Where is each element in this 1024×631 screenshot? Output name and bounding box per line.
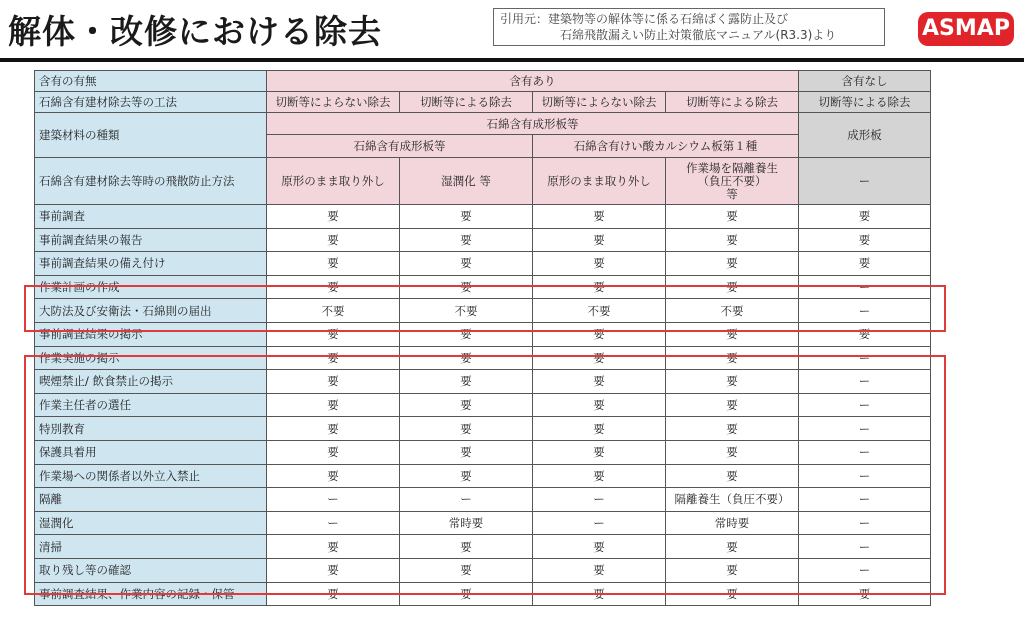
requirement-cell: ー (799, 488, 931, 512)
highlight-box-plan-notification (24, 285, 946, 332)
row-label: 取り残し等の確認 (35, 558, 267, 582)
row-label: 大防法及び安衛法・石綿則の届出 (35, 299, 267, 323)
material-b: 石綿含有けい酸カルシウム板第１種 (533, 135, 799, 158)
page-title: 解体・改修における除去 (8, 12, 382, 51)
dispersion-2: 湿潤化 等 (400, 158, 533, 205)
dispersion-1: 原形のまま取り外し (267, 158, 400, 205)
requirement-cell: 不要 (666, 299, 799, 323)
highlight-box-site-measures (24, 355, 946, 595)
requirement-cell: 要 (666, 582, 799, 606)
requirement-cell: 要 (400, 370, 533, 394)
requirement-cell: 要 (666, 322, 799, 346)
row-label: 隔離 (35, 488, 267, 512)
requirement-cell: 要 (666, 558, 799, 582)
requirement-cell: ー (799, 393, 931, 417)
dispersion-4: 作業場を隔離養生 （負圧不要） 等 (666, 158, 799, 205)
requirement-cell: 不要 (267, 299, 400, 323)
requirement-cell: 要 (400, 275, 533, 299)
method-2: 切断等による除去 (400, 92, 533, 113)
material-group: 石綿含有成形板等 (267, 113, 799, 135)
requirement-cell: ー (799, 275, 931, 299)
requirement-cell: 要 (799, 322, 931, 346)
row-label: 保護具着用 (35, 440, 267, 464)
method-5: 切断等による除去 (799, 92, 931, 113)
requirement-cell: 要 (666, 228, 799, 252)
table-row (35, 205, 931, 229)
presence-present: 含有あり (267, 71, 799, 92)
requirement-cell: 要 (533, 370, 666, 394)
requirement-cell: 要 (267, 440, 400, 464)
requirement-cell: 不要 (400, 299, 533, 323)
requirement-cell: ー (400, 488, 533, 512)
table-row (35, 228, 931, 252)
requirement-cell: 要 (666, 393, 799, 417)
requirement-cell: 要 (267, 393, 400, 417)
header-row-dispersion (35, 158, 931, 205)
requirement-cell: ー (799, 558, 931, 582)
requirement-cell: 要 (267, 322, 400, 346)
row-label: 特別教育 (35, 417, 267, 441)
requirement-cell: 要 (267, 252, 400, 276)
requirement-cell: ー (799, 299, 931, 323)
citation-box (493, 8, 885, 46)
requirement-cell: 要 (799, 252, 931, 276)
dispersion-3: 原形のまま取り外し (533, 158, 666, 205)
requirement-cell: ー (799, 346, 931, 370)
requirement-cell: ー (799, 370, 931, 394)
requirement-cell: 要 (666, 346, 799, 370)
requirement-cell: 要 (533, 535, 666, 559)
requirement-cell: 要 (533, 346, 666, 370)
requirement-cell: 要 (533, 228, 666, 252)
row-label: 事前調査結果、作業内容の記録・保管 (35, 582, 267, 606)
requirement-cell: 要 (267, 275, 400, 299)
requirement-cell: 要 (400, 205, 533, 229)
requirement-cell: ー (533, 511, 666, 535)
header-row-presence (35, 71, 931, 92)
table-row (35, 252, 931, 276)
requirement-cell: 要 (666, 252, 799, 276)
row-label: 清掃 (35, 535, 267, 559)
material-a: 石綿含有成形板等 (267, 135, 533, 158)
material-c: 成形板 (799, 113, 931, 158)
requirement-cell: 要 (400, 346, 533, 370)
row-label: 湿潤化 (35, 511, 267, 535)
requirement-cell: 要 (267, 535, 400, 559)
header-row-material-group (35, 113, 931, 135)
requirement-cell: 要 (267, 582, 400, 606)
requirement-cell: 要 (666, 464, 799, 488)
requirement-cell: 要 (400, 393, 533, 417)
row-label: 事前調査結果の備え付け (35, 252, 267, 276)
requirement-cell: 要 (400, 440, 533, 464)
citation-line-2: 石綿飛散漏えい防止対策徹底マニュアル(R3.3)より (560, 28, 837, 42)
header-divider (0, 58, 1024, 62)
requirement-cell: 要 (666, 370, 799, 394)
presence-label: 含有の有無 (35, 71, 267, 92)
requirement-cell: 要 (666, 535, 799, 559)
requirement-cell: 要 (533, 205, 666, 229)
requirement-cell: 要 (533, 582, 666, 606)
requirement-cell: 要 (267, 370, 400, 394)
requirement-cell: 要 (267, 417, 400, 441)
header-row-method (35, 92, 931, 113)
row-label: 作業主任者の選任 (35, 393, 267, 417)
row-label: 喫煙禁止/ 飲食禁止の掲示 (35, 370, 267, 394)
requirement-cell: 要 (799, 228, 931, 252)
requirement-cell: 要 (400, 535, 533, 559)
requirement-cell: 要 (267, 558, 400, 582)
requirement-cell: 要 (533, 393, 666, 417)
requirement-cell: 要 (799, 205, 931, 229)
requirement-cell: ー (799, 464, 931, 488)
requirement-cell: ー (799, 535, 931, 559)
requirement-cell: 要 (533, 275, 666, 299)
requirement-cell: 要 (666, 417, 799, 441)
requirement-cell: 隔離養生（負圧不要） (666, 488, 799, 512)
requirement-cell: 要 (400, 322, 533, 346)
row-label: 事前調査結果の報告 (35, 228, 267, 252)
method-label: 石綿含有建材除去等の工法 (35, 92, 267, 113)
requirement-cell: ー (799, 440, 931, 464)
material-type-label: 建築材料の種類 (35, 113, 267, 158)
requirement-cell: 要 (400, 464, 533, 488)
requirement-cell: 要 (400, 417, 533, 441)
requirement-cell: 要 (533, 252, 666, 276)
method-1: 切断等によらない除去 (267, 92, 400, 113)
requirement-cell: 要 (666, 275, 799, 299)
row-label: 事前調査結果の掲示 (35, 322, 267, 346)
row-label: 作業計画の作成 (35, 275, 267, 299)
requirement-cell: 不要 (533, 299, 666, 323)
method-4: 切断等による除去 (666, 92, 799, 113)
requirement-cell: 要 (666, 440, 799, 464)
requirement-cell: 要 (400, 228, 533, 252)
asmap-logo: ASMAP (918, 12, 1014, 46)
requirement-cell: 要 (533, 417, 666, 441)
requirement-cell: 要 (267, 464, 400, 488)
requirement-cell: ー (267, 511, 400, 535)
requirement-cell: 要 (666, 205, 799, 229)
row-label: 作業場への関係者以外立入禁止 (35, 464, 267, 488)
requirement-cell: 常時要 (400, 511, 533, 535)
presence-absent: 含有なし (799, 71, 931, 92)
requirement-cell: 常時要 (666, 511, 799, 535)
requirement-cell: ー (799, 417, 931, 441)
requirement-cell: 要 (533, 322, 666, 346)
requirement-cell: 要 (400, 252, 533, 276)
requirement-cell: 要 (267, 228, 400, 252)
dispersion-5: ー (799, 158, 931, 205)
row-label: 事前調査 (35, 205, 267, 229)
requirement-cell: 要 (799, 582, 931, 606)
requirement-cell: 要 (400, 582, 533, 606)
requirement-cell: 要 (267, 346, 400, 370)
requirement-cell: 要 (400, 558, 533, 582)
requirement-cell: ー (267, 488, 400, 512)
requirement-cell: ー (533, 488, 666, 512)
requirement-cell: 要 (533, 464, 666, 488)
requirement-cell: ー (799, 511, 931, 535)
dispersion-label: 石綿含有建材除去等時の飛散防止方法 (35, 158, 267, 205)
method-3: 切断等によらない除去 (533, 92, 666, 113)
row-label: 作業実施の掲示 (35, 346, 267, 370)
requirement-cell: 要 (267, 205, 400, 229)
requirement-cell: 要 (533, 440, 666, 464)
requirement-cell: 要 (533, 558, 666, 582)
citation-line-1: 引用元：建築物等の解体等に係る石綿ばく露防止及び (500, 12, 789, 26)
